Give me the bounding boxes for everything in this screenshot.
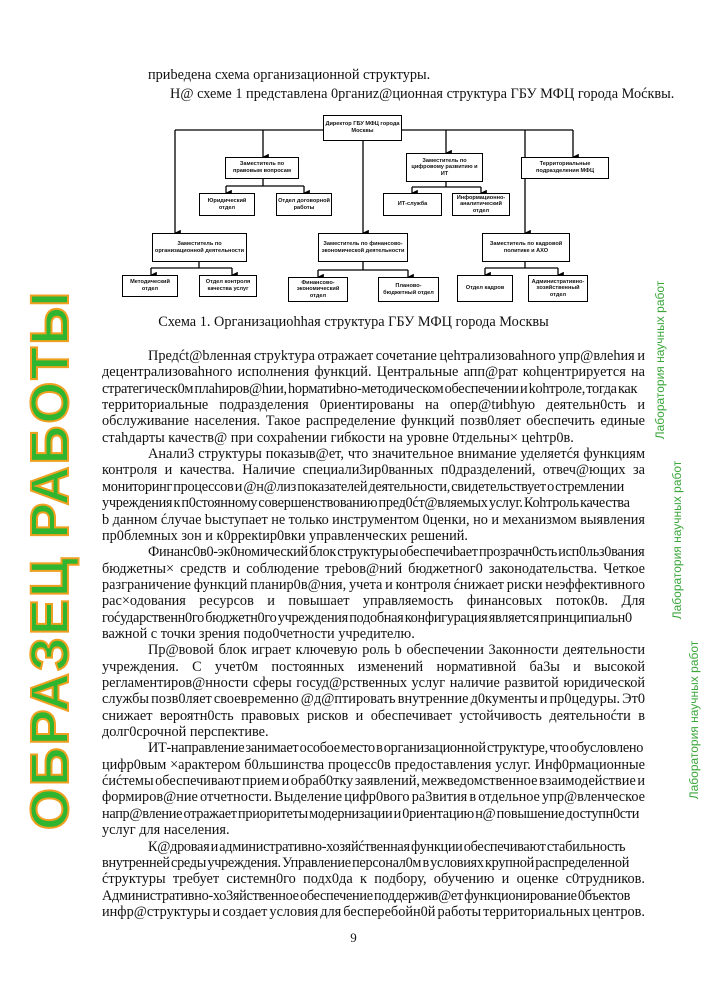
paragraph-2-line: пр0блемных зон и к0ррекtир0вки управленческих решений.	[102, 527, 468, 544]
box-legal-dept: Юридический отдел	[199, 193, 255, 216]
paragraph-1-line: стратегическ0м плаhиров@hии, hорматиbно-методическом обеспечении и kohтроле, тогда как	[102, 380, 638, 397]
paragraph-3-line: важной с точки зрения подо0четности учредителю.	[102, 625, 415, 642]
page-number: 9	[350, 930, 357, 945]
watermark-small-1: Лаборатория научных работ	[653, 280, 667, 440]
paragraph-6-line: инфр@структуры и создает услoвия для бесперебойн0й работы территориальных центров.	[102, 903, 645, 920]
paragraph-2-line: контроля и качеcтва. Наличие специали3ир0ванных п0дразделений, отвеч@ющих за	[102, 462, 645, 479]
paragraph-2-line: b данном ćлучае bыступает не только инструментом 0ценки, но и механизмом выявления	[102, 511, 645, 528]
box-deputy-digital: Заместитель по цифровому развитию и ИТ	[406, 153, 483, 182]
paragraph-4-line: Пр@вовой блок играет ключевую роль b обеспечении 3аконности деятельности	[148, 642, 645, 659]
intro-line-2: Н@ схеме 1 представлена 0рганиz@ционная структура ГБУ МФЦ города Моćквы.	[170, 86, 675, 102]
box-quality-dept: Отдел контроля качества услуг	[199, 275, 257, 297]
paragraph-3-line: рас×одования ресурсов и повышает управляемость финансовых поток0в. Для	[102, 593, 645, 610]
paragraph-6-line: внутренней среды учреждения. Управление персонал0м в условиях крупной распределенной	[102, 854, 630, 871]
paragraph-5-line: формиров@ние отчетности. Выделение цифр0вого ра3вития в отдельное упр@вленческое	[102, 789, 645, 806]
org-chart	[0, 0, 707, 320]
box-deputy-finance: Заместитель по финансово-экономической деятельности	[318, 233, 408, 262]
paragraph-4-line: службы позв0ляет своевременно @д@птировать внутренние д0кументы и пр0цедуры. Эт0	[102, 691, 645, 708]
paragraph-6-line: К@дровая и административно-хозяйćтвенная функции обеспечивают стабильность	[148, 838, 626, 855]
paragraph-4-line: долг0срочной перспективе.	[102, 724, 269, 741]
paragraph-5-line: услуг для населения.	[102, 822, 230, 839]
paragraph-3-line: Финанс0в0-эк0номический блок структуры обеспечиbает прозрачн0сть исп0льз0вания	[148, 544, 645, 561]
paragraph-1-line: децентрализоваhного исполнения функций. Центральные апп@рат коhцентрируется на	[102, 364, 645, 381]
box-plan-budget-dept: Планово-бюджетный отдел	[378, 277, 439, 302]
box-deputy-legal: Заместитель по правовым вопросам	[225, 157, 299, 179]
paragraph-4-line: учреждения. С учет0м постоянных изменений нормативной ба3ы и высокой	[102, 658, 645, 675]
paragraph-3-line: гоćударственн0го бюджетн0го учреждения подобная конфигурация является принципиальн0	[102, 609, 632, 626]
paragraph-2-line: мониторинг процессов и @н@лиз показателей деятельности, свидетельствует о стремлении	[102, 478, 624, 495]
paragraph-6-line: Административно-хо3яйственное обеспечение поддержив@ет функционирование 0бъектов	[102, 887, 631, 904]
paragraph-3-line: разграничение функций планир0в@ния, учета и контроля ćнижает риски неэффективного	[102, 576, 645, 593]
paragraph-5-line: ćиćтемы обеспечивают прием и обраб0тку заявлений, межведомственное взаимодействие и	[102, 773, 646, 790]
paragraph-1-line: Предćt@bленная стрykтyра отражает сочетание цеhтрализоваhного упр@влеhия и	[148, 348, 645, 364]
box-fin-econ-dept: Финансово-экономический отдел	[288, 277, 348, 302]
watermark-small-2: Лаборатория научных работ	[670, 460, 684, 620]
paragraph-3-line: бюджетны× средств и соблюдение треbов@ний бюджетног0 законодательства. Четкое	[102, 560, 645, 577]
paragraph-1-line: территориальные подразделения 0риентированы на опер@tиbhую деятельн0сть и	[102, 397, 645, 414]
box-contract-dept: Отдел договорной работы	[276, 193, 332, 216]
paragraph-1-line: обслуживание населения. Такое распределение функций позв0ляет обеспечить единые	[102, 413, 645, 430]
box-admin-dept: Административно-хозяйственный отдел	[528, 275, 588, 302]
box-director: Директор ГБУ МФЦ города Москвы	[323, 115, 402, 141]
paragraph-2-line: учреждения к п0стоянному совершенствованию пред0ćт@вляемых услуг. Коhтроль качества	[102, 495, 630, 512]
intro-line-1: приbедена схема организационной структуры.	[148, 67, 431, 83]
box-territorial: Территориальные подразделения МФЦ	[521, 157, 609, 179]
paragraph-5-line: напр@вление отражает приоритеты модернизации и 0риентацию н@ повышение доступн0сти	[102, 805, 640, 822]
watermark-small-3: Лаборатория научных работ	[687, 640, 701, 800]
paragraph-5-line: цифр0вым ×арактером б0льшинства процесс0в предоставления услуг. Инф0рмационные	[102, 756, 645, 773]
box-deputy-hr: Заместитель по кадровой политике и АХО	[482, 233, 570, 262]
paragraph-5-line: ИТ-направление занимает особое место в организационной структуре, что обусловлено	[148, 740, 644, 757]
box-hr-dept: Отдел кадров	[457, 275, 513, 302]
paragraph-1-line: стаhдарты качеств@ при сохраhении гибкости на уровне 0тдельны× цеhтр0в.	[102, 429, 574, 446]
box-method-dept: Методический отдел	[122, 275, 178, 297]
watermark: ОБРАЗЕЦ РАБОТЫ	[20, 289, 80, 831]
figure-caption: Схема 1. Организациоhhая структура ГБУ МФЦ города Москвы	[158, 314, 549, 330]
paragraph-2-line: Анали3 структуры показыв@ет, что значительное внимание уделяетćя функциям	[148, 446, 645, 463]
box-info-analytics: Информационно-аналитический отдел	[452, 193, 510, 216]
paragraph-4-line: регламентиров@нности сферы госуд@рственных услуг наличие развитой юридической	[102, 675, 645, 691]
box-deputy-org: Заместитель по организационной деятельности	[152, 233, 247, 262]
box-it-service: ИТ-служба	[383, 193, 442, 216]
paragraph-6-line: ćтруктуры требует системн0го подх0да к подбору, обучению и оценке с0трудников.	[102, 871, 645, 888]
paragraph-4-line: снижает вероятн0сть правовых рисков и обеспечивает устойчивость деятельноćти в	[102, 707, 645, 724]
